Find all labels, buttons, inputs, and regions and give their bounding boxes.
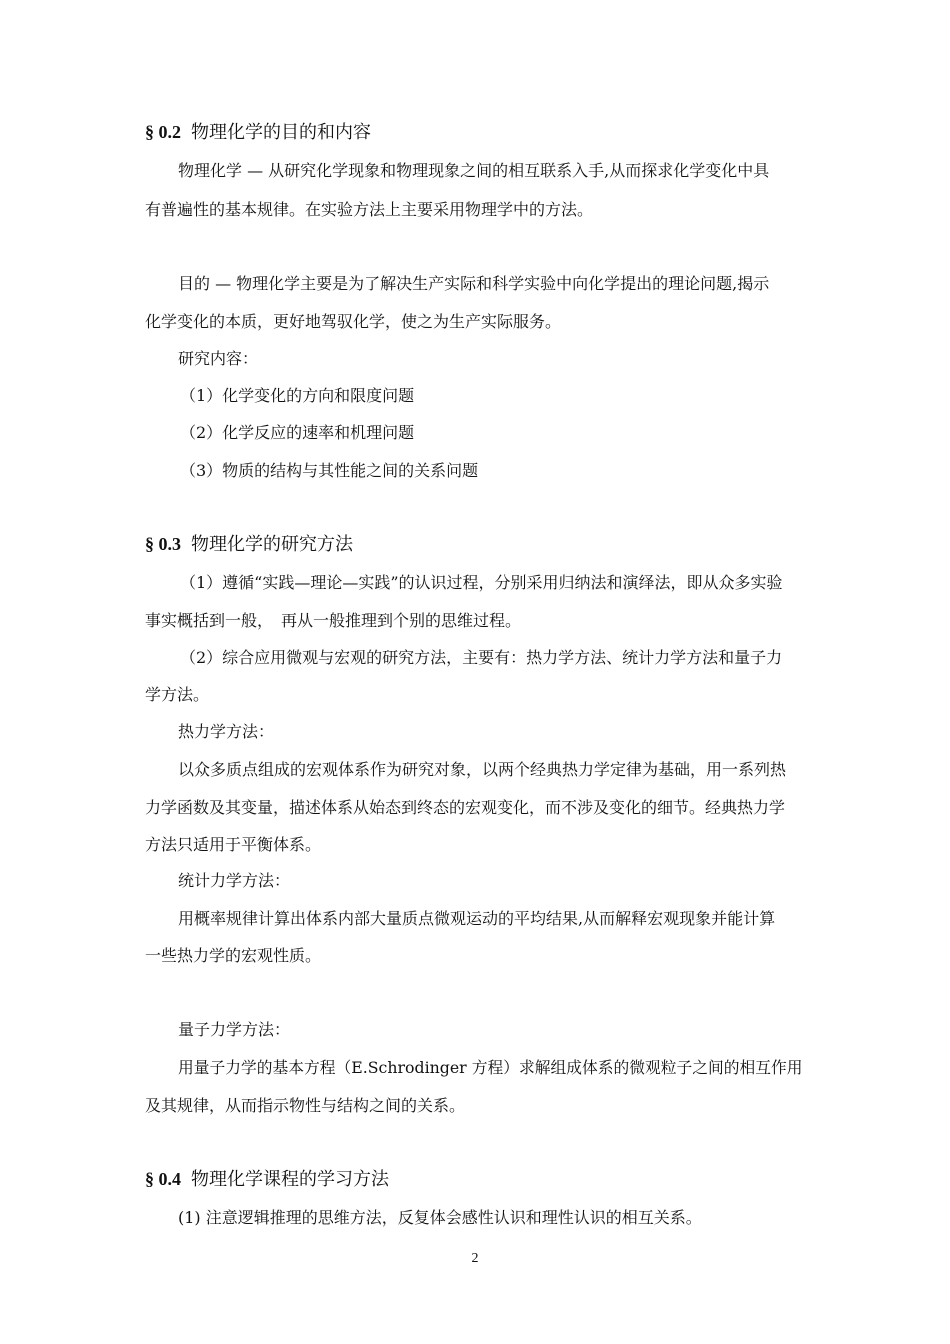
stat-line-1: 用概率规律计算出体系内部大量质点微观运动的平均结果,从而解释宏观现象并能计算 — [178, 909, 776, 928]
section-number: § 0.4 — [145, 1169, 181, 1189]
thermo-line-3: 方法只适用于平衡体系。 — [145, 835, 322, 854]
stat-line-2: 一些热力学的宏观性质。 — [145, 946, 322, 965]
method-para-2-line-2: 学方法。 — [145, 685, 210, 704]
section-title: 物理化学的目的和内容 — [191, 122, 371, 143]
section-title: 物理化学课程的学习方法 — [191, 1169, 389, 1190]
section-heading-0-3 — [145, 533, 353, 556]
method-para-1-line-1: （1）遵循“实践—理论—实践”的认识过程，分别采用归纳法和演绎法，即从众多实验 — [180, 573, 783, 592]
thermo-line-1: 以众多质点组成的宏观体系作为研究对象，以两个经典热力学定律为基础，用一系列热 — [178, 760, 787, 779]
content-item-1: （1）化学变化的方向和限度问题 — [180, 386, 415, 405]
thermo-label: 热力学方法： — [178, 722, 275, 741]
section-number: § 0.2 — [145, 122, 181, 142]
thermo-line-2: 力学函数及其变量，描述体系从始态到终态的宏观变化，而不涉及变化的细节。经典热力学 — [145, 798, 786, 817]
definition-line-1: 物理化学 — 从研究化学现象和物理现象之间的相互联系入手,从而探求化学变化中具 — [178, 161, 770, 180]
section-heading-0-2 — [145, 121, 371, 144]
page-number: 2 — [471, 1251, 479, 1266]
quantum-line-2: 及其规律，从而指示物性与结构之间的关系。 — [145, 1096, 466, 1115]
definition-line-2: 有普遍性的基本规律。在实验方法上主要采用物理学中的方法。 — [145, 200, 594, 219]
method-para-2-line-1: （2）综合应用微观与宏观的研究方法，主要有：热力学方法、统计力学方法和量子力 — [180, 648, 783, 667]
study-para-1: (1) 注意逻辑推理的思维方法，反复体会感性认识和理性认识的相互关系。 — [178, 1208, 702, 1227]
content-label: 研究内容： — [178, 349, 259, 368]
purpose-line-2: 化学变化的本质，更好地驾驭化学，使之为生产实际服务。 — [145, 312, 562, 331]
section-title: 物理化学的研究方法 — [191, 534, 353, 555]
content-item-2: （2）化学反应的速率和机理问题 — [180, 423, 415, 442]
quantum-line-1: 用量子力学的基本方程（E.Schrodinger 方程）求解组成体系的微观粒子之间的相互作用 — [178, 1058, 803, 1077]
method-para-1-line-2: 事实概括到一般， 再从一般推理到个别的思维过程。 — [145, 611, 522, 630]
section-heading-0-4 — [145, 1168, 389, 1191]
purpose-line-1: 目的 — 物理化学主要是为了解决生产实际和科学实验中向化学提出的理论问题,揭示 — [178, 274, 770, 293]
section-number: § 0.3 — [145, 534, 181, 554]
stat-label: 统计力学方法： — [178, 871, 291, 890]
quantum-label: 量子力学方法： — [178, 1020, 291, 1039]
content-item-3: （3）物质的结构与其性能之间的关系问题 — [180, 461, 479, 480]
